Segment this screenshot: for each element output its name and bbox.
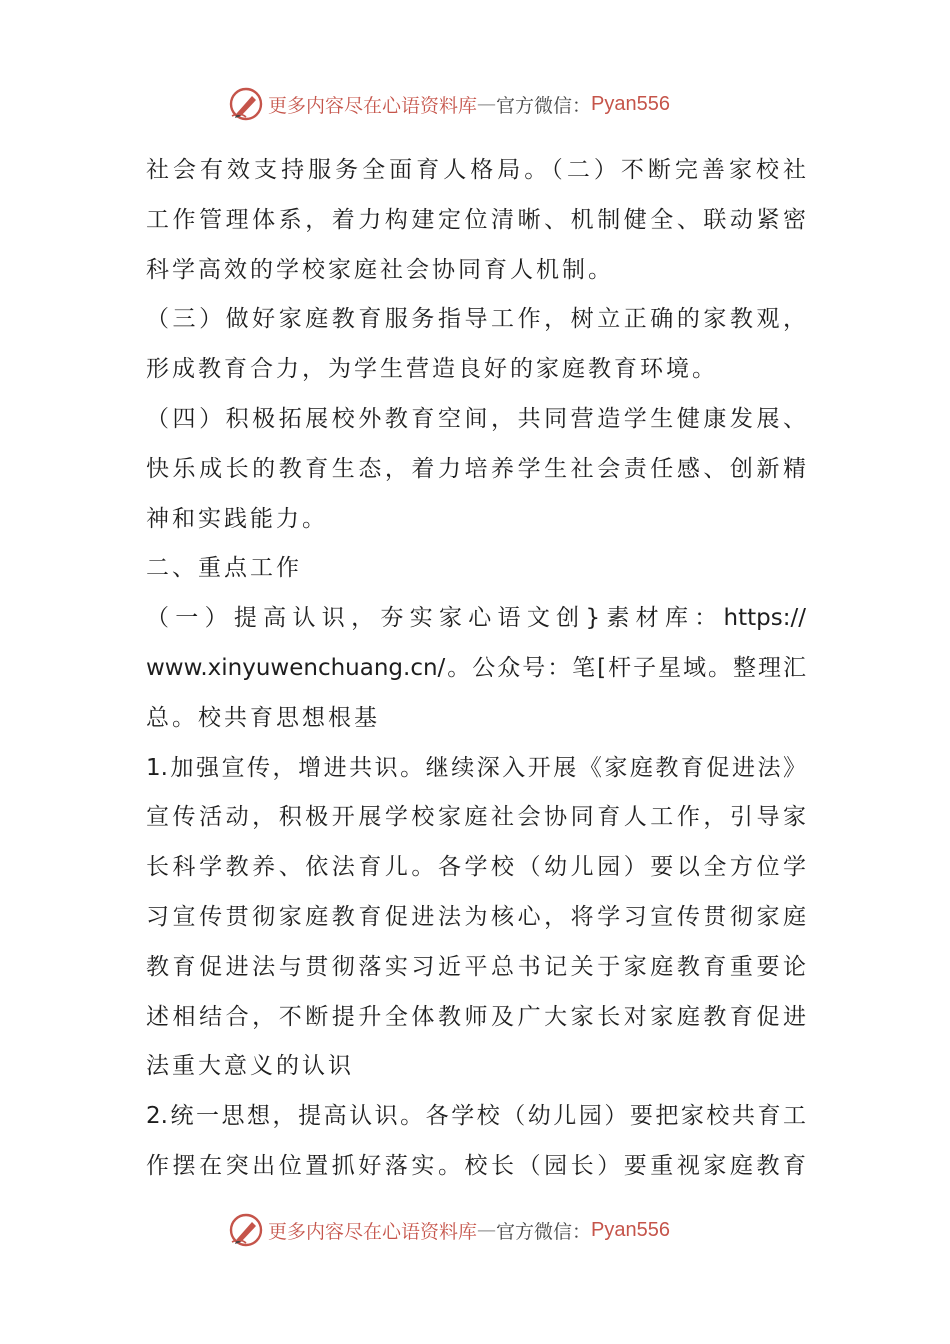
text-line: 教育促进法与贯彻落实习近平总书记关于家庭教育重要论: [146, 953, 806, 980]
pen-logo-icon: [228, 86, 264, 122]
text-line: 2.统一思想，提高认识。各学校（幼儿园）要把家校共育工: [146, 1103, 806, 1130]
text-line: 作摆在突出位置抓好落实。校长（园长）要重视家庭教育: [146, 1152, 806, 1179]
watermark-dash: —: [477, 1219, 497, 1241]
watermark-dash: —: [477, 93, 497, 115]
text-line: 法重大意义的认识: [146, 1053, 354, 1080]
text-line: 1.加强宣传，增进共识。继续深入开展《家庭教育促进法》: [146, 754, 806, 781]
watermark-official: 官方微信：: [496, 1220, 592, 1243]
text-line: 社会有效支持服务全面育人格局。（二）不断完善家校社: [146, 157, 806, 183]
watermark-official: 官方微信：: [496, 94, 592, 117]
text-line: （一）提高认识，夯实家心语文创}素材库：https://: [146, 605, 806, 632]
watermark-wechat-id: Pyan556: [591, 92, 670, 115]
text-line: 神和实践能力。: [146, 505, 328, 532]
text-line: 科学高效的学校家庭社会协同育人机制。: [146, 256, 614, 283]
text-line: 工作管理体系，着力构建定位清晰、机制健全、联动紧密: [146, 206, 806, 233]
section-heading: 二、重点工作: [146, 555, 302, 582]
pen-logo-icon: [228, 1212, 264, 1248]
watermark-wechat-id: Pyan556: [591, 1218, 670, 1241]
text-line: 形成教育合力，为学生营造良好的家庭教育环境。: [146, 356, 718, 383]
text-line: www.xinyuwenchuang.cn/。公众号：笔[杆子星域。整理汇: [146, 654, 806, 681]
text-line: 总。校共育思想根基: [146, 704, 380, 731]
text-line: 快乐成长的教育生态，着力培养学生社会责任感、创新精: [146, 455, 806, 482]
text-line: （三）做好家庭教育服务指导工作，树立正确的家教观，: [146, 306, 806, 333]
text-line: 习宣传贯彻家庭教育促进法为核心，将学习宣传贯彻家庭: [146, 903, 806, 930]
watermark-text: 更多内容尽在心语资料库: [268, 94, 478, 117]
text-line: 宣传活动，积极开展学校家庭社会协同育人工作，引导家: [146, 804, 806, 831]
text-line: 述相结合，不断提升全体教师及广大家长对家庭教育促进: [146, 1003, 806, 1030]
watermark-text: 更多内容尽在心语资料库: [268, 1220, 478, 1243]
text-line: （四）积极拓展校外教育空间，共同营造学生健康发展、: [146, 405, 806, 432]
footer-watermark: [228, 1210, 670, 1250]
document-body: [146, 146, 806, 1192]
header-watermark: [228, 84, 670, 124]
text-line: 长科学教养、依法育儿。各学校（幼儿园）要以全方位学: [146, 854, 806, 881]
